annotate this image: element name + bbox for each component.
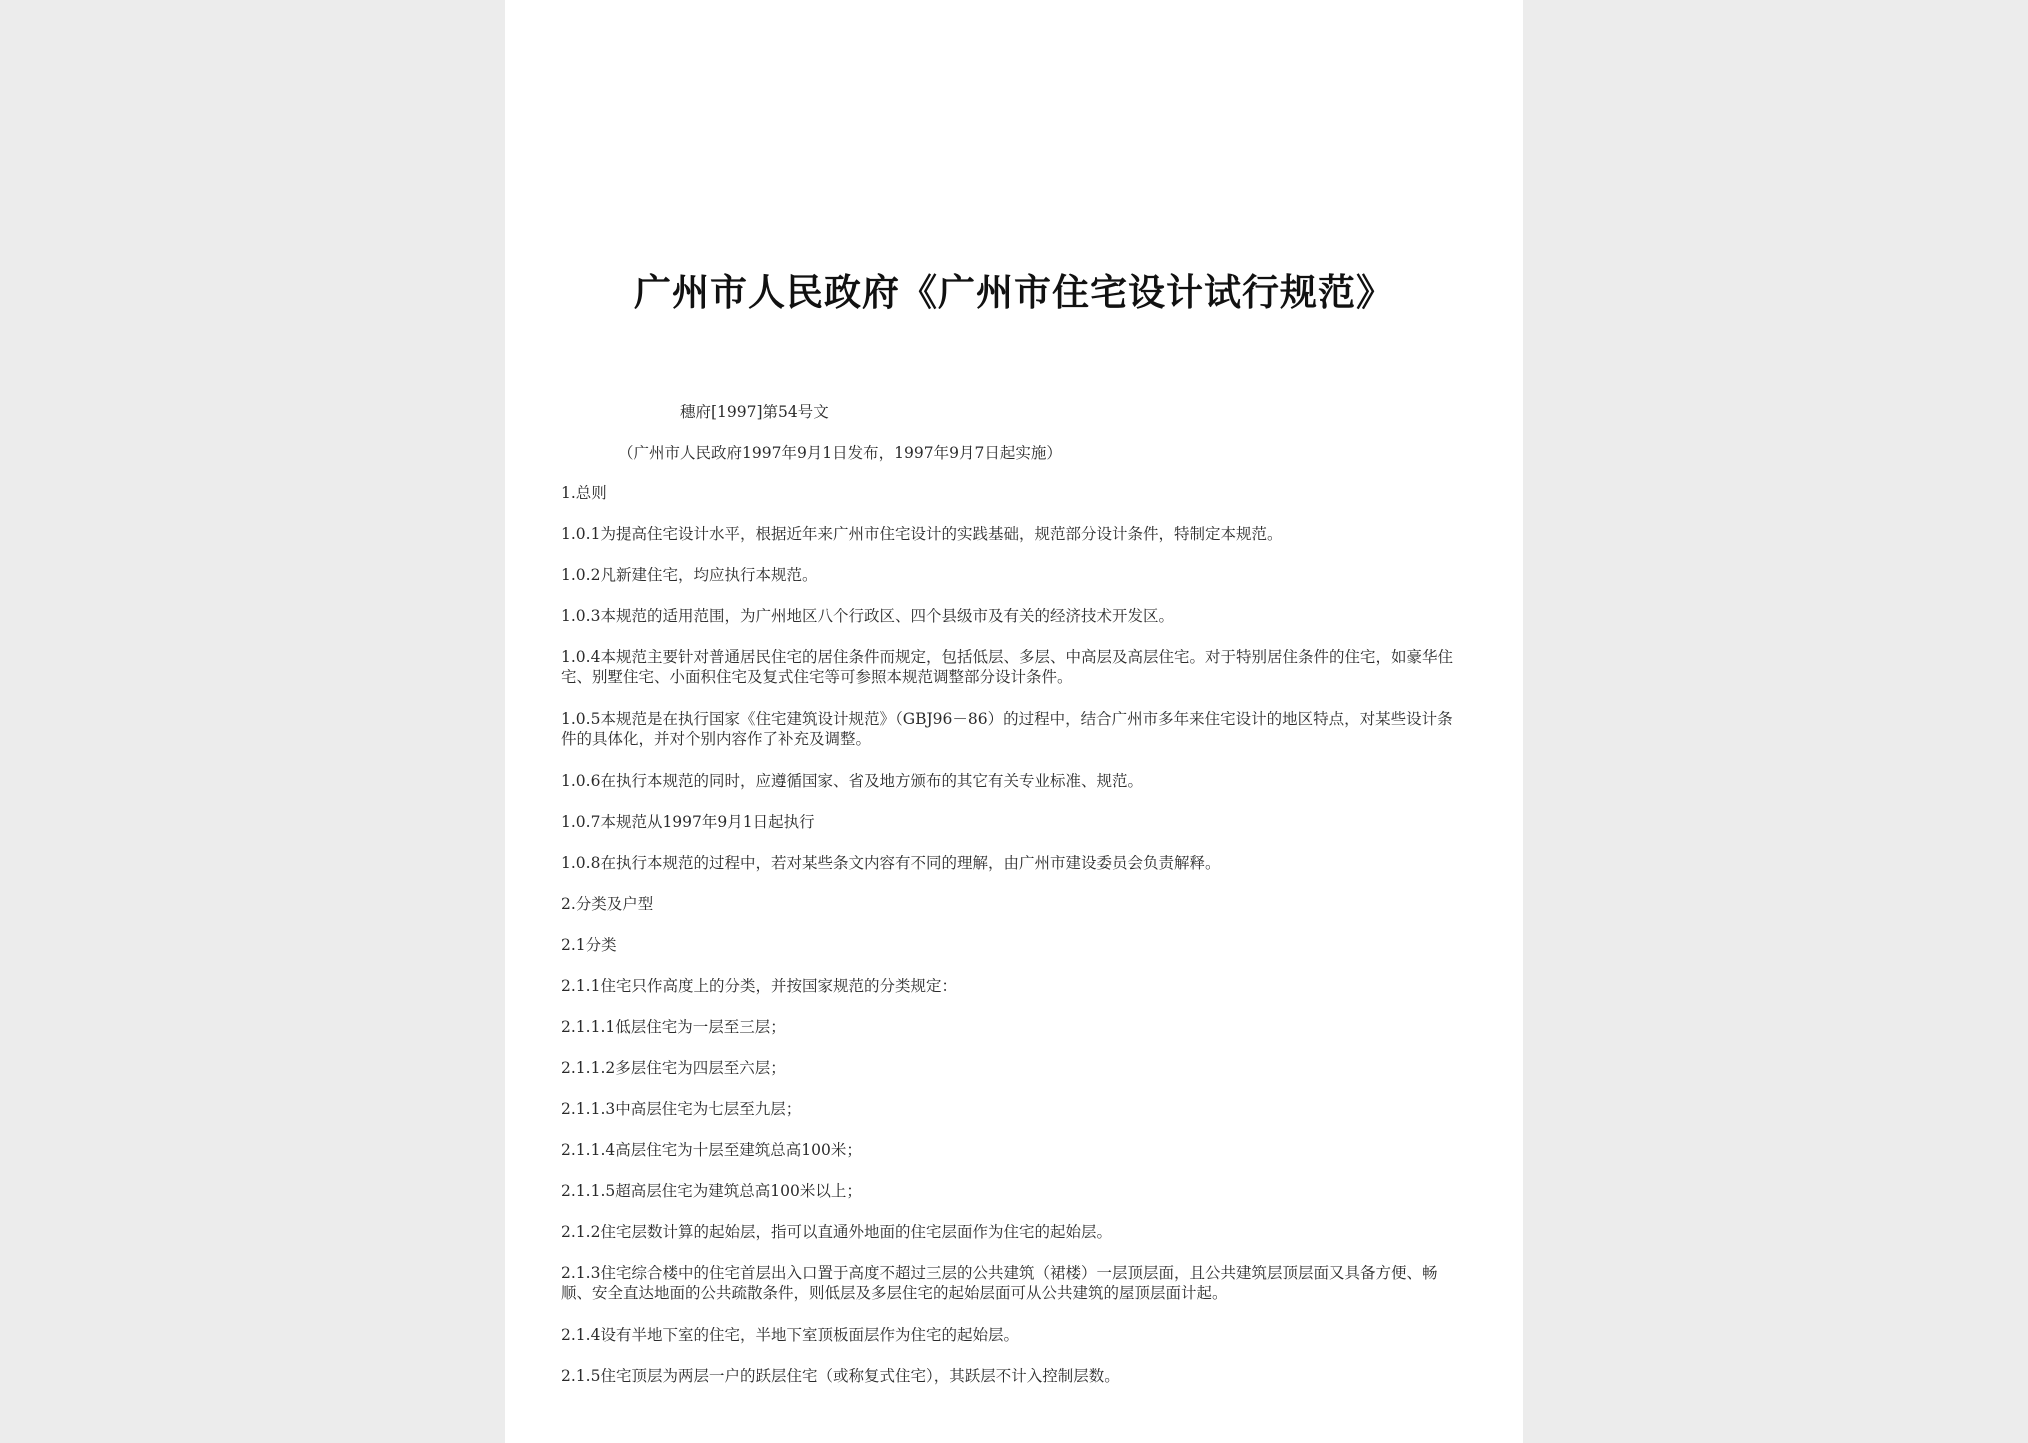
paragraph-2-1-4: 2.1.4设有半地下室的住宅，半地下室顶板面层作为住宅的起始层。	[561, 1326, 1019, 1344]
document-title: 广州市人民政府《广州市住宅设计试行规范》	[634, 270, 1394, 314]
paragraph-2-1-1-5: 2.1.1.5超高层住宅为建筑总高100米以上；	[561, 1182, 862, 1200]
paragraph-2-1-2: 2.1.2住宅层数计算的起始层，指可以直通外地面的住宅层面作为住宅的起始层。	[561, 1223, 1112, 1241]
paragraph-1-0-3: 1.0.3本规范的适用范围，为广州地区八个行政区、四个县级市及有关的经济技术开发区。	[561, 607, 1174, 625]
paragraph-1-0-5: 1.0.5本规范是在执行国家《住宅建筑设计规范》（GBJ96－86）的过程中，结合广州市多年来住宅设计的地区特点，对某些设计条件的具体化，并对个别内容作了补充及调整。	[561, 710, 1453, 748]
subsection-heading-2-1: 2.1分类	[561, 936, 617, 954]
paragraph-1-0-4: 1.0.4本规范主要针对普通居民住宅的居住条件而规定，包括低层、多层、中高层及高层住宅。对于特别居住条件的住宅，如豪华住宅、别墅住宅、小面积住宅及复式住宅等可参照本规范调整部分设计条件。	[561, 648, 1453, 686]
section-heading-1: 1.总则	[561, 484, 607, 502]
document-page	[505, 0, 1523, 1443]
paragraph-2-1-1-2: 2.1.1.2多层住宅为四层至六层；	[561, 1059, 786, 1077]
issue-note: （广州市人民政府1997年9月1日发布，1997年9月7日起实施）	[618, 444, 1062, 462]
paragraph-1-0-1: 1.0.1为提高住宅设计水平，根据近年来广州市住宅设计的实践基础，规范部分设计条件，特制定本规范。	[561, 525, 1283, 543]
paragraph-2-1-1-1: 2.1.1.1低层住宅为一层至三层；	[561, 1018, 786, 1036]
paragraph-2-1-1-4: 2.1.1.4高层住宅为十层至建筑总高100米；	[561, 1141, 862, 1159]
paragraph-1-0-6: 1.0.6在执行本规范的同时，应遵循国家、省及地方颁布的其它有关专业标准、规范。	[561, 772, 1143, 790]
paragraph-1-0-7: 1.0.7本规范从1997年9月1日起执行	[561, 813, 815, 831]
section-heading-2: 2.分类及户型	[561, 895, 654, 913]
paragraph-2-1-5: 2.1.5住宅顶层为两层一户的跃层住宅（或称复式住宅），其跃层不计入控制层数。	[561, 1367, 1120, 1385]
paragraph-1-0-8: 1.0.8在执行本规范的过程中，若对某些条文内容有不同的理解，由广州市建设委员会负责解释。	[561, 854, 1221, 872]
paragraph-2-1-1-3: 2.1.1.3中高层住宅为七层至九层；	[561, 1100, 802, 1118]
paragraph-2-1-1: 2.1.1住宅只作高度上的分类，并按国家规范的分类规定：	[561, 977, 957, 995]
paragraph-1-0-2: 1.0.2凡新建住宅，均应执行本规范。	[561, 566, 818, 584]
document-number: 穗府[1997]第54号文	[680, 403, 829, 421]
paragraph-2-1-3: 2.1.3住宅综合楼中的住宅首层出入口置于高度不超过三层的公共建筑（裙楼）一层顶层面，且公共建筑层顶层面又具备方便、畅顺、安全直达地面的公共疏散条件，则低层及多层住宅的起始层面可从公共建筑的屋顶层面计起。	[561, 1264, 1438, 1302]
